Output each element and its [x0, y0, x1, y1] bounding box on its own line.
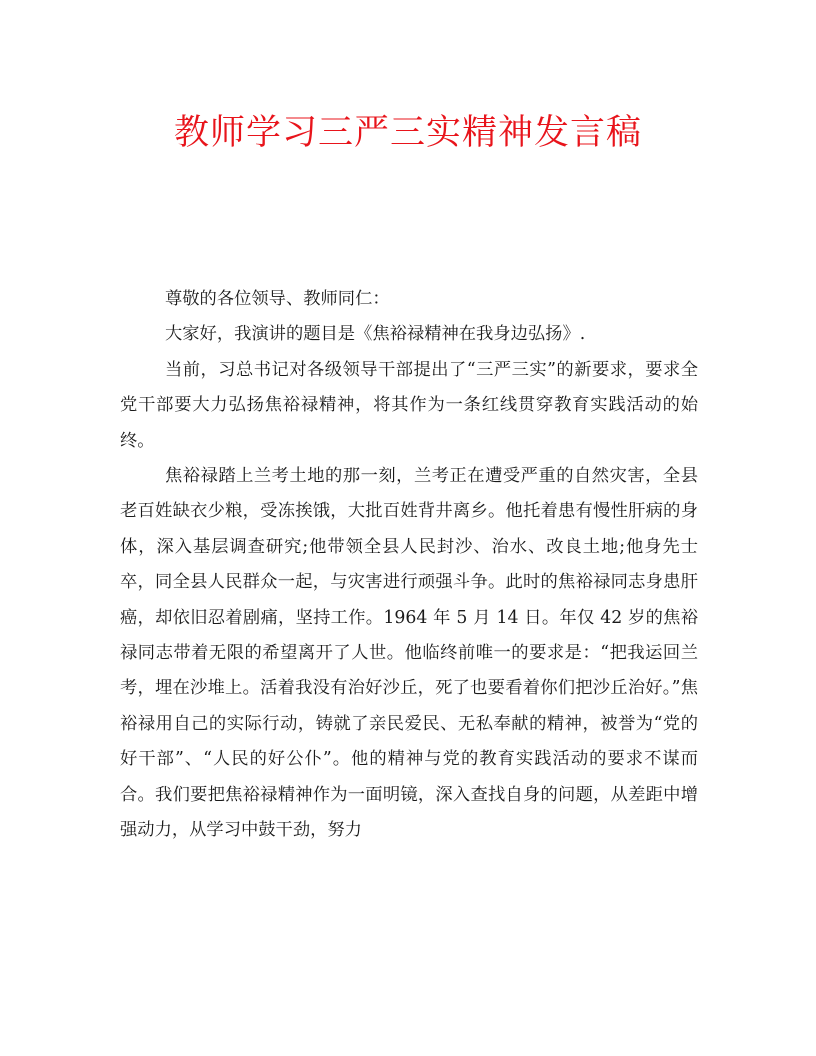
paragraph-salutation: 尊敬的各位领导、教师同仁： — [164, 289, 390, 309]
paragraph-intro: 当前，习总书记对各级领导干部提出了“三严三实”的新要求，要求全党干部要大力弘扬焦裕禄精神，将其作为一条红线贯穿教育实践活动的始终。 — [120, 359, 698, 451]
paragraph-story: 焦裕禄踏上兰考土地的那一刻，兰考正在遭受严重的自然灾害，全县老百姓缺衣少粮，受冻挨饿，大批百姓背井离乡。他托着患有慢性肝病的身体，深入基层调查研究;他带领全县人民封沙、治水、改良土地;他身先士卒，同全县人民群众一起，与灾害进行顽强斗争。此时的焦裕禄同志身患肝癌，却依旧忍着剧痛，坚持工作。1964 年 5 月 14 日。年仅 42 岁的焦裕禄同志带着无限的希望离开了人世。他临终前唯一的要求是：“把我运回兰考，埋在沙堆上。活着我没有治好沙丘，死了也要看着你们把沙丘治好。”焦裕禄用自己的实际行动，铸就了亲民爱民、无私奉献的精神，被誉为“党的好干部”、“人民的好公仆”。他的精神与党的教育实践活动的要求不谋而合。我们要把焦裕禄精神作为一面明镜，深入查找自身的问题，从差距中增强动力，从学习中鼓干劲，努力 — [120, 466, 698, 841]
document-title: 教师学习三严三实精神发言稿 — [173, 113, 642, 153]
document-body — [120, 282, 698, 849]
paragraph-greeting: 大家好，我演讲的题目是《焦裕禄精神在我身边弘扬》. — [164, 324, 586, 345]
